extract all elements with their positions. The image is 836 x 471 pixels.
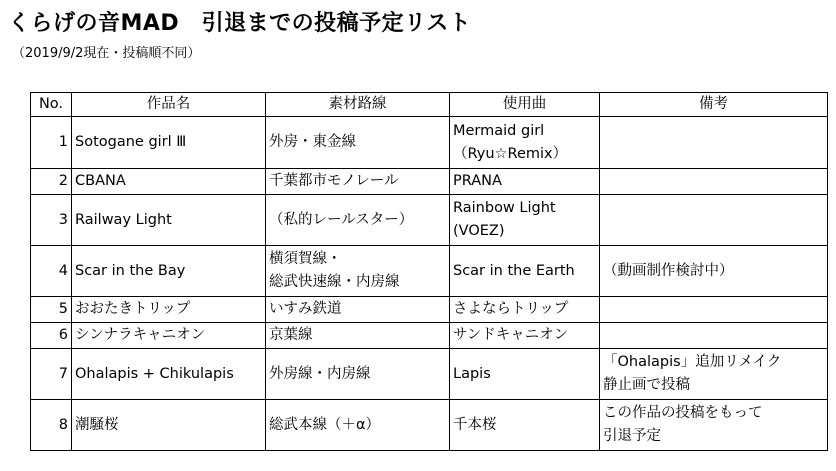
header-notes: 備考 — [600, 93, 828, 117]
source-route-cell — [266, 323, 450, 349]
work-title-cell — [72, 246, 266, 297]
source-route-cell — [266, 117, 450, 169]
song-line: 千本桜 — [453, 416, 497, 433]
table-header-row — [31, 93, 828, 117]
work-title-line: Ohalapis + Chikulapis — [75, 365, 234, 382]
work-title-line: 潮騒桜 — [75, 416, 119, 433]
song-line: （Ryu☆Remix） — [453, 145, 568, 162]
header-source-route: 素材路線 — [266, 93, 450, 117]
header-no: No. — [31, 93, 72, 117]
work-title-line: CBANA — [75, 173, 126, 189]
row-number-cell: 4 — [31, 246, 72, 297]
source-route-cell — [266, 195, 450, 246]
table-row — [31, 246, 828, 297]
table-row — [31, 297, 828, 323]
note-cell — [600, 117, 828, 169]
source-route-cell — [266, 169, 450, 195]
source-route-cell — [266, 246, 450, 297]
work-title-cell — [72, 349, 266, 400]
song-cell — [450, 323, 600, 349]
song-line: (VOEZ) — [453, 223, 505, 239]
source-route-line: （私的レールスター） — [269, 211, 414, 228]
song-line: Scar in the Earth — [453, 262, 575, 279]
page-title: くらげの音MAD 引退までの投稿予定リスト — [8, 11, 472, 36]
song-cell — [450, 195, 600, 246]
song-cell — [450, 169, 600, 195]
row-number-cell: 3 — [31, 195, 72, 246]
note-cell — [600, 400, 828, 451]
work-title-cell — [72, 400, 266, 451]
note-cell — [600, 169, 828, 195]
row-number-cell: 5 — [31, 297, 72, 323]
header-song: 使用曲 — [450, 93, 600, 117]
table-row — [31, 195, 828, 246]
work-title-cell — [72, 323, 266, 349]
source-route-line: 総武本線（＋α） — [269, 416, 381, 433]
row-number-cell: 8 — [31, 400, 72, 451]
source-route-line: 横須賀線・ — [269, 251, 342, 267]
song-line: サンドキャニオン — [453, 327, 569, 343]
table-row — [31, 117, 828, 169]
source-route-line: いすみ鉄道 — [269, 301, 342, 317]
table-row — [31, 349, 828, 400]
source-route-line: 総武快速線・内房線 — [269, 274, 400, 290]
song-cell — [450, 297, 600, 323]
row-number-cell: 1 — [31, 117, 72, 169]
table-row — [31, 169, 828, 195]
note-cell — [600, 297, 828, 323]
source-route-cell — [266, 400, 450, 451]
work-title-cell — [72, 297, 266, 323]
page-subtitle: （2019/9/2現在・投稿順不同） — [12, 46, 201, 61]
posting-schedule-table — [30, 92, 828, 451]
work-title-cell — [72, 117, 266, 169]
note-cell — [600, 246, 828, 297]
note-cell — [600, 349, 828, 400]
source-route-line: 千葉都市モノレール — [269, 173, 399, 189]
song-cell — [450, 246, 600, 297]
note-cell — [600, 323, 828, 349]
work-title-line: Railway Light — [75, 211, 172, 228]
note-cell — [600, 195, 828, 246]
work-title-line: シンナラキャニオン — [75, 327, 206, 343]
song-line: さよならトリップ — [453, 301, 569, 317]
note-line: 静止画で投稿 — [603, 377, 690, 393]
source-route-cell — [266, 349, 450, 400]
note-line: 引退予定 — [603, 428, 661, 444]
work-title-cell — [72, 169, 266, 195]
header-work-title: 作品名 — [72, 93, 266, 117]
work-title-line: Sotogane girl Ⅲ — [75, 134, 187, 150]
row-number-cell: 2 — [31, 169, 72, 195]
row-number-cell: 7 — [31, 349, 72, 400]
note-line: （動画制作検討中） — [603, 262, 734, 279]
song-cell — [450, 400, 600, 451]
table-row — [31, 400, 828, 451]
song-line: Mermaid girl — [453, 122, 545, 139]
source-route-line: 外房線・内房線 — [269, 365, 371, 382]
song-line: Lapis — [453, 365, 491, 382]
work-title-line: Scar in the Bay — [75, 262, 186, 279]
song-line: PRANA — [453, 173, 502, 189]
song-cell — [450, 349, 600, 400]
song-line: Rainbow Light — [453, 200, 556, 216]
source-route-cell — [266, 297, 450, 323]
source-route-line: 外房・東金線 — [269, 134, 356, 150]
work-title-line: おおたきトリップ — [75, 301, 191, 317]
table-row — [31, 323, 828, 349]
row-number-cell: 6 — [31, 323, 72, 349]
work-title-cell — [72, 195, 266, 246]
note-line: この作品の投稿をもって — [603, 405, 763, 421]
note-line: 「Ohalapis」追加リメイク — [603, 354, 782, 370]
song-cell — [450, 117, 600, 169]
source-route-line: 京葉線 — [269, 327, 313, 343]
